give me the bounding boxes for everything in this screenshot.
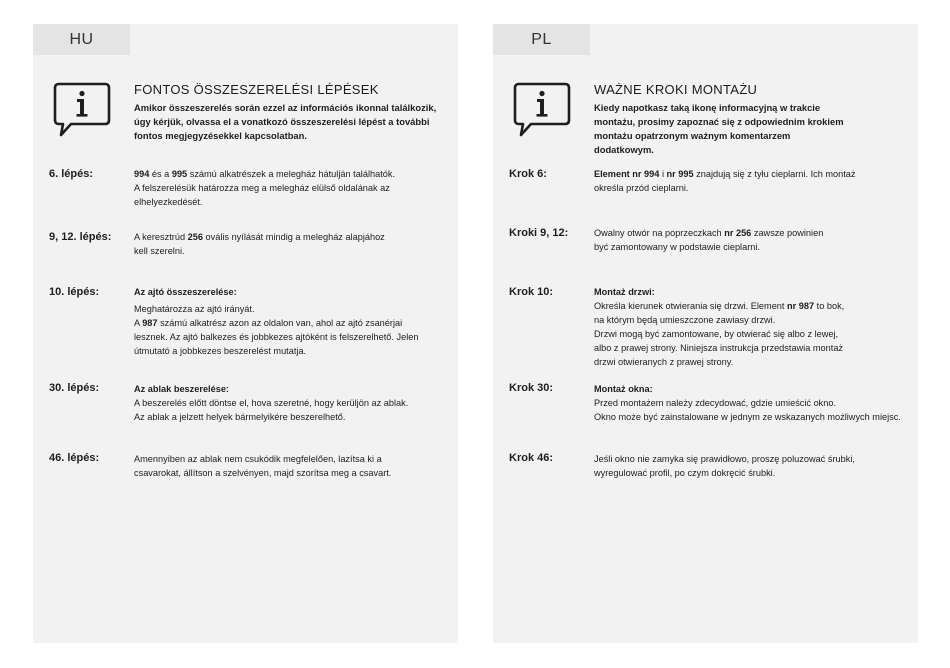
intro-text: Amikor összeszerelés során ezzel az információs ikonnal találkozik, úgy kérjük, olvassa el a vonatkozó összeszerelési lépést a további fontos megjegyzésekkel kapcsolatban.: [134, 102, 437, 141]
step-label: 6. lépés:: [49, 168, 94, 180]
step-label: 9, 12. lépés:: [49, 231, 112, 243]
language-tab-pl: PL: [493, 24, 590, 55]
step-text: Jeśli okno nie zamyka się prawidłowo, proszę poluzować śrubki, wyregulować profil, po czym dokręcić śrubki.: [594, 454, 855, 478]
step-text: Az ablak beszerelése: A beszerelés előtt döntse el, hova szeretné, hogy kerüljön az ablak. Az ablak a jelzett helyek bármelyikére beszerelhető.: [134, 384, 409, 422]
step-text: 994 és a 995 számú alkatrészek a melegház hátulján találhatók. A felszerelésük határozza meg a melegház elülső oldalának az elhelyezkedését.: [134, 169, 396, 207]
step-label: Krok 10:: [509, 286, 554, 298]
info-icon: [53, 82, 111, 138]
step-label: 10. lépés:: [49, 286, 100, 298]
step-text: Amennyiben az ablak nem csukódik megfelelően, lazítsa ki a csavarokat, állítson a szelvényen, majd szorítsa meg a csavart.: [134, 454, 392, 478]
step-text: Montaż okna: Przed montażem należy zdecydować, gdzie umieścić okno. Okno może być zainstalowane w jednym ze wskazanych możliwych miejsc.: [594, 384, 901, 422]
info-icon: [513, 82, 571, 138]
step-text: Montaż drzwi: Określa kierunek otwierania się drzwi. Element nr 987 to bok, na którym będą umieszczone zawiasy drzwi. Drzwi mogą być zamontowane, by otwierać się albo z lewej, albo z prawej strony. Niniejsza instrukcja przedstawia montaż drzwi otwieranych z prawej strony.: [594, 287, 845, 367]
step-text: A keresztrúd 256 ovális nyílását mindig a melegház alapjához kell szerelni.: [134, 232, 385, 256]
intro-text: Kiedy napotkasz taką ikonę informacyjną w trakcie montażu, prosimy zapoznać się z odpowiednim krokiem montażu opatrzonym ważnym komentarzem dodatkowym.: [594, 102, 844, 155]
step-label: Krok 6:: [509, 168, 547, 180]
step-text: Element nr 994 i nr 995 znajdują się z tyłu cieplarni. Ich montaż określa przód cieplarni.: [594, 169, 856, 193]
language-tab-hu: HU: [33, 24, 130, 55]
page-title: WAŻNE KROKI MONTAŻU: [594, 82, 758, 97]
page-pl: [493, 24, 918, 643]
step-label: Kroki 9, 12:: [509, 227, 569, 239]
step-text: Az ajtó összeszerelése: Meghatározza az ajtó irányát. A 987 számú alkatrész azon az oldalon van, ahol az ajtó zsanérjai lesznek. Az ajtó balkezes és jobbkezes ajtóként is felszerelhető. Jelen útmutató a jobbkezes beszerelést mutatja.: [134, 287, 419, 356]
step-text: Owalny otwór na poprzeczkach nr 256 zawsze powinien być zamontowany w podstawie cieplarni.: [594, 228, 824, 252]
page-hu: [33, 24, 458, 643]
page-title: FONTOS ÖSSZESZERELÉSI LÉPÉSEK: [134, 82, 379, 97]
step-label: Krok 46:: [509, 452, 554, 464]
step-label: 30. lépés:: [49, 382, 100, 394]
step-label: 46. lépés:: [49, 452, 100, 464]
step-label: Krok 30:: [509, 382, 554, 394]
